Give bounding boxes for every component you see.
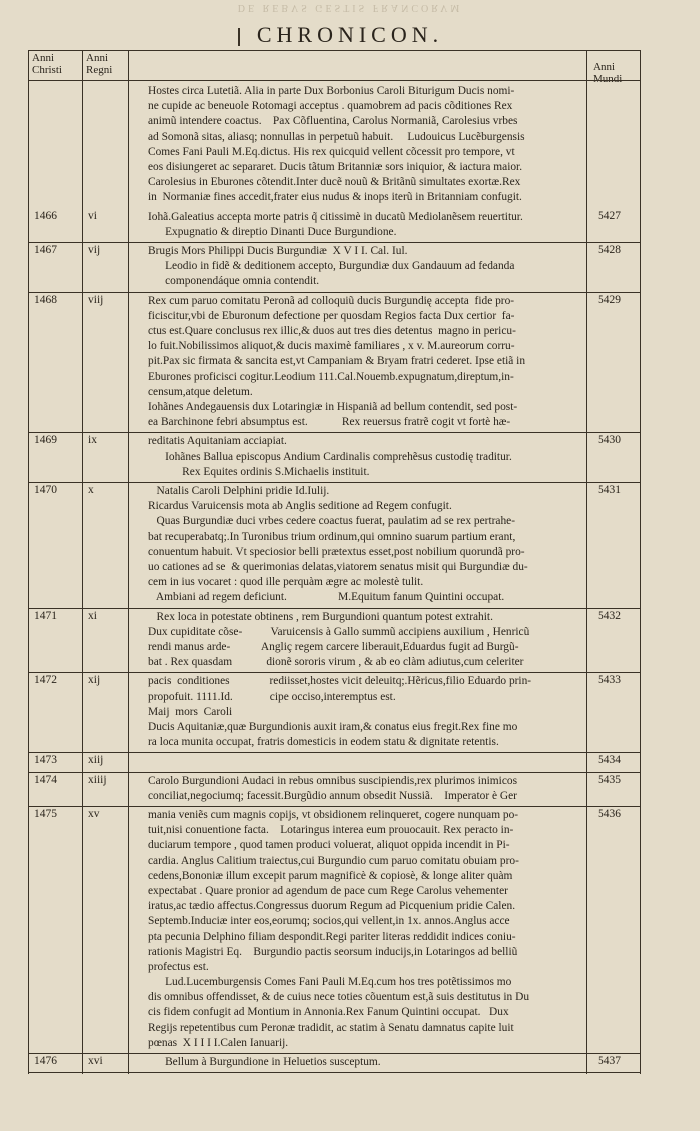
table-top-rule <box>28 50 640 51</box>
col-header-word: Anni <box>593 61 615 73</box>
header-rule <box>28 80 640 81</box>
anno-christi: 1468 <box>34 293 57 306</box>
entry-line: tuit,nisi conuentione facta. Lotaringus interea eum prouocauit. Rex peracto in- <box>148 824 514 837</box>
entry-line: Brugis Mors Philippi Ducis Burgundiæ X V I I. Cal. Iul. <box>148 245 408 257</box>
anno-christi: 1467 <box>34 244 57 256</box>
anno-christi: 1472 <box>34 674 57 687</box>
anno-regni: xvi <box>88 1055 103 1068</box>
column-rule <box>128 50 129 1074</box>
anno-mundi: 5436 <box>598 808 621 820</box>
col-anni-regni-header <box>86 52 112 76</box>
entry-text <box>148 244 514 290</box>
entry-line: conuentum habuit. Vt speciosior belli prætextus esset,post nobilium quorundã pro- <box>148 545 525 558</box>
entry-rule <box>28 608 640 609</box>
entry-line: uo cationes ad se & querimonias delatas,viatorem senatus misit qui Burgundiæ du- <box>148 560 528 573</box>
entry-line: ficiscitur,vbi de Eburonum defectione per quosdam Regios facta Dux certior fa- <box>148 309 515 322</box>
entry-line: Carolo Burgundioni Audaci in rebus omnibus suscipiendis,rex plurimos inimicos <box>148 774 518 787</box>
entry-line: bat recuperabatq;.In Turonibus trium ordinum,qui omnino suarum partium erant, <box>148 530 516 543</box>
entry-rule <box>28 1072 640 1073</box>
entry-line: Carolesius in Eburones cõtendit.Inter ducẽ nouũ & Britãnũ simultates exortæ.Rex <box>148 176 521 189</box>
entry-line: Rex Equites ordinis S.Michaelis instituit. <box>148 465 370 478</box>
anno-regni: viij <box>88 293 104 306</box>
entry-text <box>148 294 525 431</box>
anno-mundi: 5435 <box>598 773 621 786</box>
entry-line: pœnas X I I I I.Calen Ianuarij. <box>148 1036 289 1049</box>
anno-regni: xi <box>88 609 97 622</box>
entry-rule <box>28 772 640 773</box>
entry-text <box>148 674 531 750</box>
anno-regni: xiij <box>88 754 104 767</box>
entry-line: expectabat . Quare pronior ad agendum de pace cum Rege Carolus vehementer <box>148 884 508 897</box>
entry-line: pacis conditiones rediisset,hostes vicit deleuitq;.Hẽricus,filio Eduardo prin- <box>148 675 532 688</box>
anno-mundi: 5433 <box>598 674 621 687</box>
entry-line: Eburones proficisci cogitur.Leodium 111.Cal.Nouemb.expugnatum,direptum,in- <box>148 370 514 383</box>
entry-rule <box>28 672 640 673</box>
entry-line: duciarum tempore , quod tamen produci voluerat, aliquot oppida incendit in Pi- <box>148 839 510 852</box>
entry-line: profectus est. <box>148 960 209 973</box>
col-anni-mundi-header <box>593 61 622 85</box>
entry-line: Ambiani ad regem deficiunt. M.Equitum fanum Quintini occupat. <box>148 591 505 604</box>
col-anni-christi-header <box>32 52 62 76</box>
entry-line: mania veniẽs cum magnis copijs, vt obsidionem relinqueret, cogere nunquam po- <box>148 809 519 821</box>
col-header-word: Christi <box>32 64 62 76</box>
anno-regni: xij <box>88 674 101 687</box>
entry-line: Iohãnes Andegauensis dux Lotaringiæ in Hispaniã ad bellum contendit, sed post- <box>148 400 518 413</box>
bleed-through-text: DE REBVS GESTIS FRANCORVM <box>237 2 463 13</box>
entry-line: Lud.Lucemburgensis Comes Fani Pauli M.Eq.cum hos tres potẽtissimos mo <box>148 976 512 989</box>
anno-christi: 1473 <box>34 754 57 767</box>
entry-line: Comes Fani Pauli M.Eq.dictus. His rex quicquid vellent cõcessit pro tempore, vt <box>148 145 515 158</box>
entry-text <box>148 774 517 804</box>
entry-line: Natalis Caroli Delphini pridie Id.Iulij. <box>148 485 330 497</box>
entry-rule <box>28 1053 640 1054</box>
entry-text <box>148 84 525 206</box>
entry-line: rendi manus arde- Angliç regem carcere liberauit,Eduardus fugit ad Burgũ- <box>148 640 519 653</box>
entry-text <box>148 808 529 1051</box>
entry-line: pit.Pax sic firmata & sancita est,vt Campaniam & Bryam fratri cederet. Ipse etiã in <box>148 355 526 368</box>
anno-christi: 1476 <box>34 1055 57 1068</box>
anno-mundi: 5431 <box>598 484 621 496</box>
anno-mundi: 5429 <box>598 293 621 306</box>
entry-line: pta pecunia Delphino filiam despondit.Regi pariter literas reddidit indices coniu- <box>148 930 516 943</box>
entry-line: ctus est.Quare conclusus rex illic,& duos aut tres dies detentus magno in pericu- <box>148 324 516 337</box>
entry-line: animũ intendere coactus. Pax Cõfluentina, Carolus Normaniã, Carolesius vrbes <box>148 115 518 128</box>
entry-line: iratus,ac tædio affectus.Congressus duorum Regum ad Picquenium pridie Calen. <box>148 900 516 913</box>
anno-christi: 1470 <box>34 484 57 496</box>
entry-line: Leodio in fidẽ & deditionem accepto, Burgundiæ dux Gandauum ad fedanda <box>148 260 515 273</box>
entry-line: Maij mors Caroli <box>148 705 233 718</box>
entry-line: dis omnibus offendisset, & de cuius nece toties cõuentum est,ã suis destitutus in Du <box>148 991 530 1004</box>
entry-line: eos disiungeret ac separaret. Ducis tãtum Britanniæ sors iniquior, & iactura maior. <box>148 160 523 173</box>
entry-rule <box>28 242 640 243</box>
entry-text <box>148 210 523 240</box>
entry-line: ad Somonã sitas, aliasq; nonnullas in perpetuũ habuit. Ludouicus Lucẽburgensis <box>148 130 525 143</box>
anno-mundi: 5434 <box>598 754 621 767</box>
entry-line: cem in ius vocaret : quod ille perquàm ægre ac molestè tulit. <box>148 576 424 589</box>
entry-line: componendáque omnia contendit. <box>148 275 320 288</box>
anno-mundi: 5430 <box>598 434 621 447</box>
anno-regni: xv <box>88 808 100 820</box>
entry-line: Regijs repetentibus cum Peronæ tradidit, ac statim à Senatu damnatus capite luit <box>148 1021 514 1034</box>
entry-line: ea Barchinone febri absumptus est. Rex reuersus fratrẽ cogit vt fortè hæ- <box>148 416 511 429</box>
entry-line: Rex loca in potestate obtinens , rem Burgundioni quantum potest extrahit. <box>148 610 493 623</box>
entry-line: Rex cum paruo comitatu Peronã ad colloquiũ ducis Burgundię accepta fide pro- <box>148 294 515 307</box>
entry-line: Iohã.Galeatius accepta morte patris q̃ citissimè in ducatũ Mediolanẽsem reuertitur. <box>148 210 523 223</box>
entry-line: Ricardus Varuicensis mota ab Anglis seditione ad Regem confugit. <box>148 500 452 513</box>
entry-text <box>148 434 512 480</box>
entry-line: in Normaniæ fines accedit,frater eius nudus & inops iterũ in Britanniam confugit. <box>148 191 522 204</box>
column-rule <box>82 50 83 1074</box>
anno-mundi: 5427 <box>598 209 621 222</box>
anno-christi: 1474 <box>34 773 57 786</box>
anno-christi: 1471 <box>34 609 57 622</box>
entry-rule <box>28 806 640 807</box>
chronicle-table <box>28 50 640 1069</box>
entry-line: cedens,Bononiæ illum excepit parum magnificè & copiosè, & longe aliter quàm <box>148 869 513 882</box>
entry-line: reditatis Aquitaniam acciapiat. <box>148 435 287 448</box>
entry-line: ne cupide ac beneuole Rotomagi acceptus . quamobrem ad pacis cõditiones Rex <box>148 100 513 113</box>
entry-line: Dux cupiditate cõse- Varuicensis à Gallo summũ accipiens auxilium , Henricũ <box>148 625 530 638</box>
entry-line: lo fuit.Nobilissimos aliquot,& ducis maximè familiares , x v. M.aureorum corru- <box>148 340 515 353</box>
entry-line: censum,atque deletum. <box>148 385 253 398</box>
entry-line: Bellum à Burgundione in Heluetios susceptum. <box>148 1056 381 1069</box>
entry-line: conciliat,negociumq; facessit.Burgũdio annum obsedit Nussiã. Imperator è Ger <box>148 789 517 802</box>
column-rule <box>586 50 587 1074</box>
entry-line: Iohãnes Ballua episcopus Andium Cardinalis comprehẽsus custodię traditur. <box>148 450 512 463</box>
anno-christi: 1469 <box>34 434 57 447</box>
anno-christi: 1466 <box>34 209 57 222</box>
entry-line: propofuit. 1111.Id. cipe occiso,interemptus est. <box>148 690 396 703</box>
anno-mundi: 5437 <box>598 1055 621 1068</box>
col-header-word: Regni <box>86 64 113 76</box>
entry-rule <box>28 292 640 293</box>
anno-regni: ix <box>88 434 97 447</box>
entry-line: Ducis Aquitaniæ,quæ Burgundionis auxit iram,& conatus eius fregit.Rex fine mo <box>148 720 518 733</box>
col-header-word: Anni <box>32 52 54 64</box>
entry-text <box>148 484 528 606</box>
entry-rule <box>28 432 640 433</box>
entry-line: cardia. Anglus Calitium traiectus,cui Burgundio cum paruo comitatu obuiam pro- <box>148 854 519 867</box>
anno-christi: 1475 <box>34 808 57 820</box>
entry-text <box>148 610 529 671</box>
entry-line: Septemb.Induciæ inter eos,eorumq; socios,qui vellent,in 1x. annos.Anglus acce <box>148 915 510 928</box>
entry-line: Hostes circa Lutetiã. Alia in parte Dux Borbonius Caroli Biturigum Ducis nomi- <box>148 85 515 97</box>
anno-mundi: 5432 <box>598 609 621 622</box>
entry-rule <box>28 482 640 483</box>
column-rule <box>28 50 29 1074</box>
col-header-word: Anni <box>86 52 108 64</box>
anno-mundi: 5428 <box>598 244 621 256</box>
col-header-word: Mundi <box>593 73 623 85</box>
page-title: CHRONICON. <box>256 22 444 47</box>
entry-line: rationis Magistri Eq. Burgundio pactis seorsum inducijs,in Lotaringos ad belliũ <box>148 945 518 958</box>
entry-line: ra loca munita occupat, fratris domesticis in eodem statu & dignitate retentis. <box>148 736 499 749</box>
anno-regni: vi <box>88 209 97 222</box>
entry-line: Quas Burgundiæ duci vrbes cedere coactus fuerat, paulatim ad se rex pertrahe- <box>148 515 515 528</box>
anno-regni: xiiij <box>88 773 107 786</box>
column-rule <box>640 50 641 1074</box>
entry-rule <box>28 752 640 753</box>
entry-line: cis fidem confugit ad Montium in Annonia.Rex Fanum Quintini occupat. Dux <box>148 1006 509 1019</box>
entry-line: Expugnatio & direptio Dinanti Duce Burgundione. <box>148 225 397 238</box>
entry-text <box>148 1055 381 1070</box>
anno-regni: vij <box>88 244 101 256</box>
anno-regni: x <box>88 484 94 496</box>
entry-line: bat . Rex quasdam dionẽ sororis virum , & ab eo clàm adiutus,cum celeriter <box>148 656 524 669</box>
